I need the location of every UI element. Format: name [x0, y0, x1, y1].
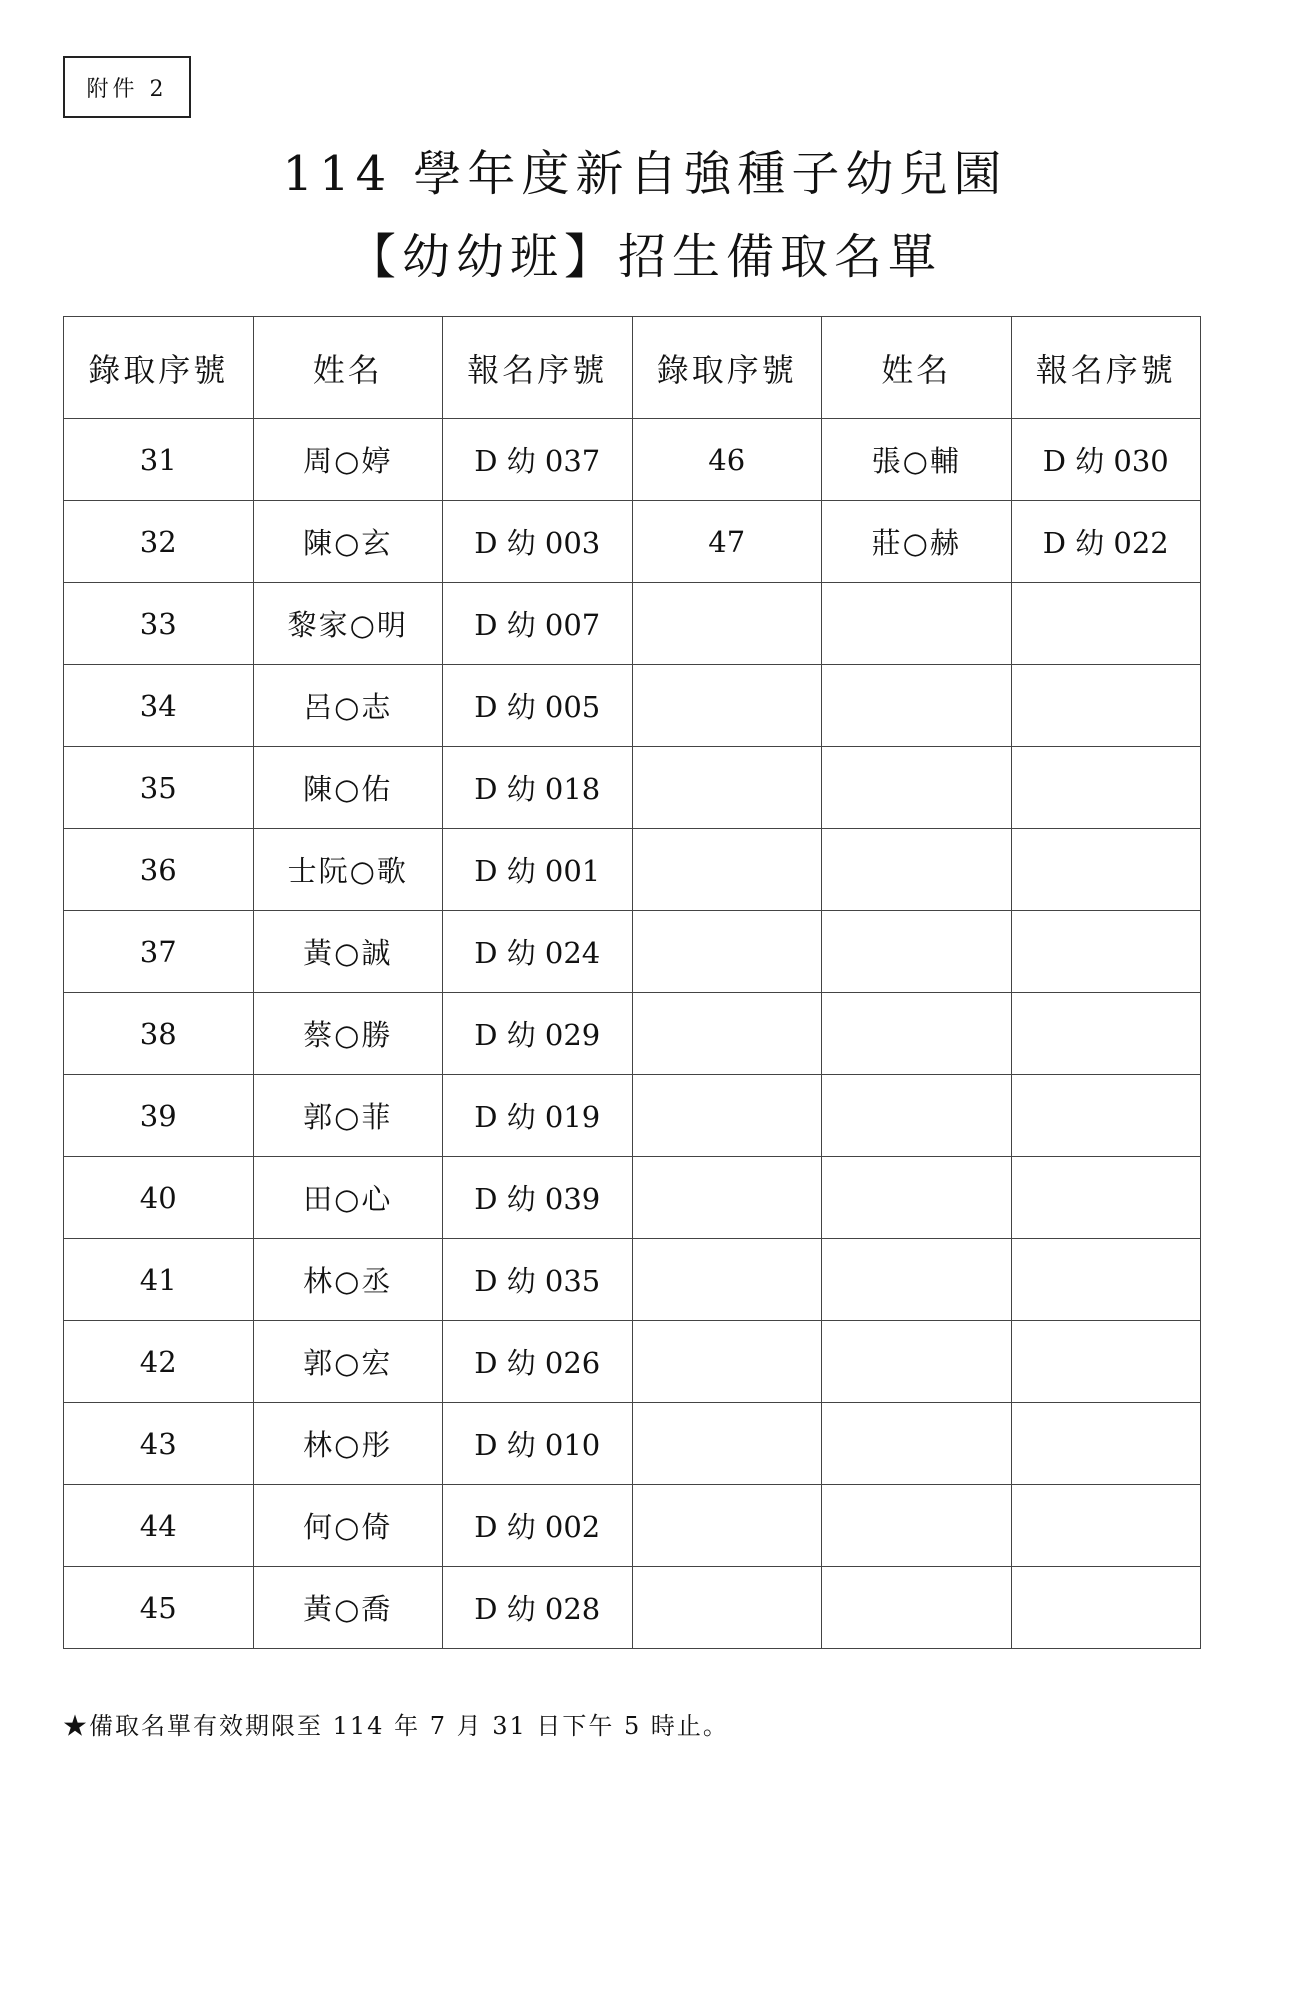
table-row [64, 829, 1201, 911]
admission-number-cell: 39 [64, 1075, 254, 1157]
validity-note: ★備取名單有效期限至 114 年 7 月 31 日下午 5 時止。 [63, 1712, 729, 1740]
student-name-cell [822, 1321, 1012, 1403]
student-name-cell [822, 1567, 1012, 1649]
admission-number-cell [632, 1567, 822, 1649]
registration-number-cell [1011, 1321, 1201, 1403]
registration-number-cell [1011, 1157, 1201, 1239]
student-name-cell: 士阮○歌 [253, 829, 443, 911]
header-registration-number-right: 報名序號 [1011, 317, 1201, 419]
header-registration-number-left: 報名序號 [443, 317, 633, 419]
admission-number-cell [632, 1239, 822, 1321]
table-row [64, 1157, 1201, 1239]
registration-number-cell: D 幼 001 [443, 829, 633, 911]
student-name-cell: 周○婷 [253, 419, 443, 501]
admission-number-cell [632, 583, 822, 665]
registration-number-cell: D 幼 010 [443, 1403, 633, 1485]
student-name-cell: 張○輔 [822, 419, 1012, 501]
admission-number-cell: 32 [64, 501, 254, 583]
admission-number-cell: 38 [64, 993, 254, 1075]
registration-number-cell [1011, 1567, 1201, 1649]
registration-number-cell [1011, 1485, 1201, 1567]
admission-number-cell [632, 1403, 822, 1485]
admission-number-cell: 47 [632, 501, 822, 583]
registration-number-cell [1011, 911, 1201, 993]
table-row [64, 993, 1201, 1075]
registration-number-cell [1011, 1403, 1201, 1485]
student-name-cell [822, 1239, 1012, 1321]
table-row [64, 1321, 1201, 1403]
waitlist-table [63, 316, 1201, 1649]
registration-number-cell: D 幼 028 [443, 1567, 633, 1649]
admission-number-cell: 41 [64, 1239, 254, 1321]
admission-number-cell [632, 829, 822, 911]
admission-number-cell [632, 1075, 822, 1157]
student-name-cell: 林○彤 [253, 1403, 443, 1485]
table-row [64, 1403, 1201, 1485]
admission-number-cell: 35 [64, 747, 254, 829]
registration-number-cell: D 幼 022 [1011, 501, 1201, 583]
admission-number-cell [632, 1157, 822, 1239]
student-name-cell: 黎家○明 [253, 583, 443, 665]
document-title: 114 學年度新自強種子幼兒園 [282, 146, 1008, 202]
admission-number-cell: 34 [64, 665, 254, 747]
attachment-label: 附件 2 [63, 56, 191, 118]
registration-number-cell: D 幼 035 [443, 1239, 633, 1321]
registration-number-cell [1011, 747, 1201, 829]
admission-number-cell: 43 [64, 1403, 254, 1485]
student-name-cell [822, 747, 1012, 829]
registration-number-cell: D 幼 039 [443, 1157, 633, 1239]
admission-number-cell [632, 911, 822, 993]
student-name-cell: 蔡○勝 [253, 993, 443, 1075]
student-name-cell: 黃○誠 [253, 911, 443, 993]
admission-number-cell [632, 993, 822, 1075]
registration-number-cell: D 幼 005 [443, 665, 633, 747]
document-subtitle: 【幼幼班】招生備取名單 [347, 229, 942, 285]
registration-number-cell: D 幼 030 [1011, 419, 1201, 501]
header-name-left: 姓名 [253, 317, 443, 419]
admission-number-cell: 37 [64, 911, 254, 993]
registration-number-cell [1011, 665, 1201, 747]
student-name-cell: 林○丞 [253, 1239, 443, 1321]
student-name-cell: 郭○菲 [253, 1075, 443, 1157]
student-name-cell [822, 1075, 1012, 1157]
student-name-cell [822, 1157, 1012, 1239]
registration-number-cell: D 幼 018 [443, 747, 633, 829]
admission-number-cell [632, 1485, 822, 1567]
admission-number-cell [632, 747, 822, 829]
admission-number-cell: 40 [64, 1157, 254, 1239]
table-row [64, 501, 1201, 583]
student-name-cell [822, 1485, 1012, 1567]
student-name-cell [822, 1403, 1012, 1485]
header-admission-number-right: 錄取序號 [632, 317, 822, 419]
table-row [64, 665, 1201, 747]
student-name-cell [822, 829, 1012, 911]
student-name-cell: 呂○志 [253, 665, 443, 747]
registration-number-cell: D 幼 024 [443, 911, 633, 993]
admission-number-cell: 44 [64, 1485, 254, 1567]
admission-number-cell: 33 [64, 583, 254, 665]
admission-number-cell: 42 [64, 1321, 254, 1403]
registration-number-cell: D 幼 029 [443, 993, 633, 1075]
registration-number-cell [1011, 1075, 1201, 1157]
student-name-cell: 田○心 [253, 1157, 443, 1239]
table-row [64, 583, 1201, 665]
registration-number-cell: D 幼 007 [443, 583, 633, 665]
registration-number-cell [1011, 993, 1201, 1075]
student-name-cell [822, 583, 1012, 665]
student-name-cell [822, 665, 1012, 747]
registration-number-cell: D 幼 002 [443, 1485, 633, 1567]
admission-number-cell [632, 665, 822, 747]
student-name-cell: 何○倚 [253, 1485, 443, 1567]
table-body [64, 419, 1201, 1649]
table-row [64, 419, 1201, 501]
table-row [64, 1485, 1201, 1567]
table-row [64, 1567, 1201, 1649]
registration-number-cell [1011, 829, 1201, 911]
registration-number-cell [1011, 1239, 1201, 1321]
admission-number-cell: 36 [64, 829, 254, 911]
admission-number-cell [632, 1321, 822, 1403]
student-name-cell [822, 911, 1012, 993]
student-name-cell [822, 993, 1012, 1075]
student-name-cell: 郭○宏 [253, 1321, 443, 1403]
student-name-cell: 莊○赫 [822, 501, 1012, 583]
table-row [64, 747, 1201, 829]
student-name-cell: 陳○佑 [253, 747, 443, 829]
table-row [64, 911, 1201, 993]
student-name-cell: 黃○喬 [253, 1567, 443, 1649]
registration-number-cell: D 幼 037 [443, 419, 633, 501]
admission-number-cell: 45 [64, 1567, 254, 1649]
registration-number-cell: D 幼 003 [443, 501, 633, 583]
student-name-cell: 陳○玄 [253, 501, 443, 583]
registration-number-cell: D 幼 019 [443, 1075, 633, 1157]
table-row [64, 1239, 1201, 1321]
admission-number-cell: 31 [64, 419, 254, 501]
table-header-row [64, 317, 1201, 419]
registration-number-cell [1011, 583, 1201, 665]
registration-number-cell: D 幼 026 [443, 1321, 633, 1403]
admission-number-cell: 46 [632, 419, 822, 501]
header-admission-number-left: 錄取序號 [64, 317, 254, 419]
table-row [64, 1075, 1201, 1157]
header-name-right: 姓名 [822, 317, 1012, 419]
